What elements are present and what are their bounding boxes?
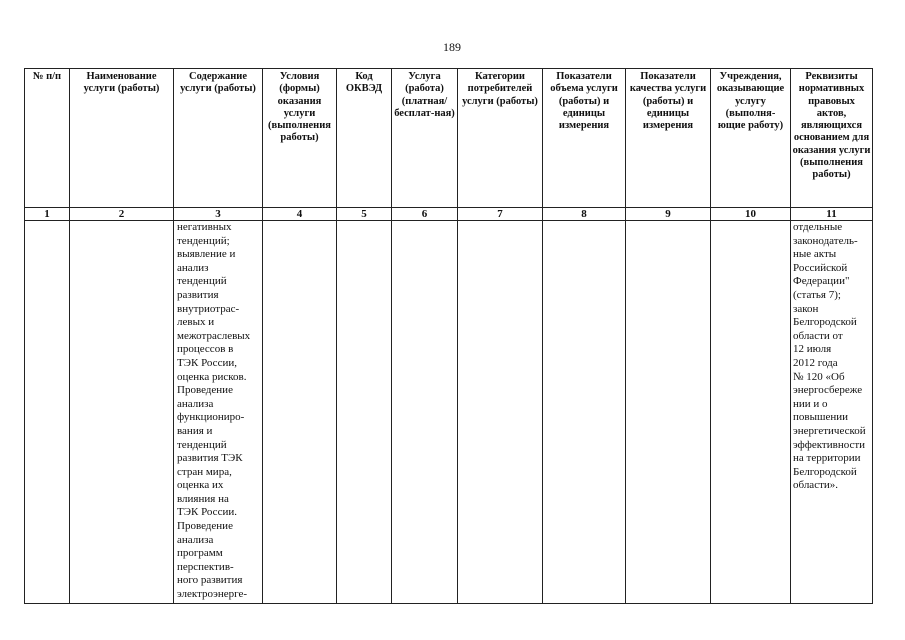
text-line: электроэнерге- <box>177 588 248 601</box>
header-okved-code: Код ОКВЭД <box>337 69 392 208</box>
text-line: области». <box>793 479 839 492</box>
text-line: повышении <box>793 411 848 424</box>
header-row <box>25 69 873 208</box>
text-line: отдельные <box>793 221 843 233</box>
header-legal-requisites: Реквизиты нормативных правовых актов, являющихся основанием для оказания услуги (выполнения работы) <box>791 69 873 208</box>
column-number: 2 <box>70 208 174 221</box>
column-number: 3 <box>174 208 263 221</box>
text-line: тенденций <box>177 275 227 288</box>
text-line: ного развития <box>177 574 243 587</box>
text-line: влияния на <box>177 492 229 505</box>
page-number: 189 <box>443 40 461 54</box>
text-line: левых и <box>177 316 215 329</box>
text-line: 12 июля <box>793 343 832 356</box>
text-line: оценка их <box>177 479 224 492</box>
text-line: № 120 «Об <box>793 370 845 383</box>
text-line: выявление и <box>177 248 236 261</box>
header-number: № п/п <box>25 69 70 208</box>
header-quality-indicators: Показатели качества услуги (работы) и единицы измерения <box>626 69 711 208</box>
legal-requisites-text <box>792 221 871 493</box>
text-line: межотраслевых <box>177 329 251 342</box>
column-number: 10 <box>711 208 791 221</box>
cell-legal-requisites <box>791 221 873 604</box>
text-line: вания и <box>177 424 213 437</box>
cell-number <box>25 221 70 604</box>
cell-service-content <box>174 221 263 604</box>
text-line: (статья 7); <box>793 288 841 301</box>
services-register-table <box>24 68 873 604</box>
text-line: на территории <box>793 452 861 465</box>
text-line: анализа <box>177 397 214 410</box>
text-line: нии и о <box>793 397 828 410</box>
text-line: 2012 года <box>793 356 838 369</box>
text-line: ТЭК России. <box>177 506 237 519</box>
text-line: ТЭК России, <box>177 356 237 369</box>
text-line: Белгородской <box>793 316 857 329</box>
cell-okved-code <box>337 221 392 604</box>
header-conditions: Условия (формы) оказания услуги (выполнения работы) <box>263 69 337 208</box>
text-line: анализа <box>177 533 214 546</box>
column-number: 5 <box>337 208 392 221</box>
service-content-text <box>175 221 261 602</box>
cell-paid-free <box>392 221 458 604</box>
cell-volume-indicators <box>543 221 626 604</box>
text-line: области от <box>793 329 843 342</box>
text-line: Проведение <box>177 384 233 397</box>
column-number-row <box>25 208 873 221</box>
text-line: функциониро- <box>177 411 245 424</box>
text-line: оценка рисков. <box>177 370 247 383</box>
column-number: 9 <box>626 208 711 221</box>
table-row <box>25 221 873 604</box>
text-line: тенденций <box>177 438 227 451</box>
text-line: закон <box>793 302 819 315</box>
text-line: законодатель- <box>793 234 858 247</box>
text-line: эффективности <box>793 438 866 451</box>
header-institutions: Учреждения, оказывающие услугу (выполня-ющие работу) <box>711 69 791 208</box>
text-line: развития ТЭК <box>177 452 243 465</box>
header-service-content: Содержание услуги (работы) <box>174 69 263 208</box>
text-line: стран мира, <box>177 465 232 478</box>
cell-quality-indicators <box>626 221 711 604</box>
text-line: негативных <box>177 221 232 233</box>
text-line: Российской <box>793 261 848 274</box>
text-line: программ <box>177 547 223 560</box>
column-number: 7 <box>458 208 543 221</box>
text-line: внутриотрас- <box>177 302 240 315</box>
text-line: Федерации" <box>793 275 850 288</box>
column-number: 11 <box>791 208 873 221</box>
column-number: 8 <box>543 208 626 221</box>
text-line: анализ <box>177 261 209 274</box>
header-consumer-categories: Категории потребителей услуги (работы) <box>458 69 543 208</box>
text-line: Белгородской <box>793 465 857 478</box>
cell-institutions <box>711 221 791 604</box>
text-line: перспектив- <box>177 560 234 573</box>
text-line: ные акты <box>793 248 837 261</box>
cell-conditions <box>263 221 337 604</box>
header-paid-free: Услуга (работа) (платная/ бесплат-ная) <box>392 69 458 208</box>
header-service-name: Наименование услуги (работы) <box>70 69 174 208</box>
text-line: энергетической <box>793 424 866 437</box>
column-number: 4 <box>263 208 337 221</box>
column-number: 1 <box>25 208 70 221</box>
cell-consumer-categories <box>458 221 543 604</box>
cell-service-name <box>70 221 174 604</box>
text-line: энергосбереже <box>793 384 863 397</box>
text-line: Проведение <box>177 520 233 533</box>
header-volume-indicators: Показатели объема услуги (работы) и единицы измерения <box>543 69 626 208</box>
text-line: процессов в <box>177 343 234 356</box>
column-number: 6 <box>392 208 458 221</box>
text-line: тенденций; <box>177 234 230 247</box>
text-line: развития <box>177 288 219 301</box>
